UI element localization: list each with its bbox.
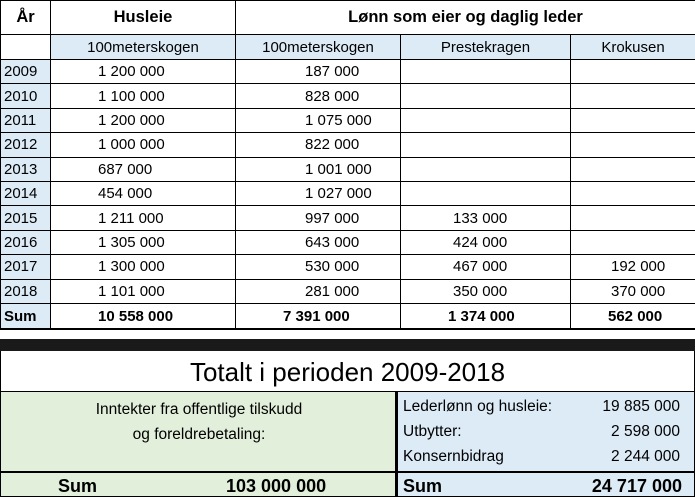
year-row (1, 255, 695, 279)
salary-100meterskogen-cell: 643 000 (236, 230, 401, 254)
salary-header: Lønn som eier og daglig leder (236, 1, 695, 35)
period-summary (0, 351, 695, 497)
year-cell: 2014 (1, 181, 51, 205)
salary-krokusen-cell: 192 000 (571, 255, 695, 279)
rent-cell: 1 000 000 (51, 133, 236, 157)
payout-label: Utbytter: (403, 423, 462, 440)
income-sum-label: Sum (58, 476, 98, 496)
year-row (1, 84, 695, 108)
year-cell: 2015 (1, 206, 51, 230)
sum-row (1, 303, 695, 329)
salary-prestekragen-cell (401, 108, 571, 132)
year-cell: 2011 (1, 108, 51, 132)
summary-title: Totalt i perioden 2009-2018 (0, 351, 695, 391)
salary-krokusen-cell (571, 84, 695, 108)
salary-krokusen-cell (571, 230, 695, 254)
payout-row (398, 394, 695, 419)
salary-100meterskogen-cell: 530 000 (236, 255, 401, 279)
salary-krokusen-cell (571, 206, 695, 230)
salary-krokusen-cell (571, 108, 695, 132)
sum-label: Sum (1, 303, 51, 329)
salary-100meterskogen-cell: 187 000 (236, 60, 401, 84)
salary-prestekragen-cell (401, 157, 571, 181)
salary-prestekragen-cell (401, 84, 571, 108)
rent-cell: 454 000 (51, 181, 236, 205)
rent-cell: 1 211 000 (51, 206, 236, 230)
year-cell: 2018 (1, 279, 51, 303)
salary-krokusen-cell (571, 181, 695, 205)
year-row (1, 181, 695, 205)
income-box (0, 391, 396, 497)
rent-cell: 1 200 000 (51, 108, 236, 132)
year-row (1, 133, 695, 157)
payout-value: 2 244 000 (611, 448, 680, 465)
salary-100meterskogen-cell: 1 001 000 (236, 157, 401, 181)
salary-prestekragen-cell: 467 000 (401, 255, 571, 279)
payout-value: 2 598 000 (611, 423, 680, 440)
rent-cell: 1 300 000 (51, 255, 236, 279)
sum-rent: 10 558 000 (51, 303, 236, 329)
year-header: År (1, 1, 51, 35)
year-cell: 2010 (1, 84, 51, 108)
rent-cell: 687 000 (51, 157, 236, 181)
salary-100meterskogen-cell: 822 000 (236, 133, 401, 157)
year-cell: 2013 (1, 157, 51, 181)
rent-cell: 1 200 000 (51, 60, 236, 84)
rent-kindergarten-header: 100meterskogen (51, 35, 236, 60)
payout-sum-label: Sum (403, 476, 443, 496)
payout-sum-value: 24 717 000 (591, 476, 682, 496)
payout-row (398, 444, 695, 469)
salary-100meterskogen-cell: 997 000 (236, 206, 401, 230)
salary-krokusen-cell (571, 60, 695, 84)
sum-salary-prestekragen: 1 374 000 (401, 303, 571, 329)
rent-cell: 1 100 000 (51, 84, 236, 108)
salary-krokusen-cell: 370 000 (571, 279, 695, 303)
salary-100meterskogen-cell: 1 027 000 (236, 181, 401, 205)
salary-prestekragen-cell: 350 000 (401, 279, 571, 303)
year-cell: 2017 (1, 255, 51, 279)
sum-salary-krokusen: 562 000 (571, 303, 695, 329)
year-row (1, 206, 695, 230)
salary-krokusen-cell (571, 133, 695, 157)
income-sum-row (1, 471, 397, 497)
income-line-1: Inntekter fra offentlige tilskudd (95, 401, 303, 418)
year-cell: 2009 (1, 60, 51, 84)
salary-100meterskogen-cell: 828 000 (236, 84, 401, 108)
salary-100meterskogen-cell: 281 000 (236, 279, 401, 303)
salary-100meterskogen-cell: 1 075 000 (236, 108, 401, 132)
income-sum-value: 103 000 000 (226, 476, 327, 496)
rent-cell: 1 305 000 (51, 230, 236, 254)
salary-prestekragen-cell: 133 000 (401, 206, 571, 230)
year-row (1, 60, 695, 84)
payout-box (396, 391, 695, 497)
salary-prestekragen-cell (401, 133, 571, 157)
rent-cell: 1 101 000 (51, 279, 236, 303)
rent-header: Husleie (51, 1, 236, 35)
salary-krokusen-cell (571, 157, 695, 181)
salary-kindergarten-header: Prestekragen (401, 35, 571, 60)
separator-band (0, 339, 695, 351)
year-cell: 2016 (1, 230, 51, 254)
year-row (1, 230, 695, 254)
salary-kindergarten-header: 100meterskogen (236, 35, 401, 60)
salary-prestekragen-cell (401, 181, 571, 205)
year-row (1, 157, 695, 181)
payout-sum-row (398, 471, 695, 497)
income-description (1, 397, 397, 447)
year-row (1, 108, 695, 132)
header-row (1, 1, 695, 35)
salary-prestekragen-cell (401, 60, 571, 84)
payout-row (398, 419, 695, 444)
payout-label: Konsernbidrag (403, 448, 504, 465)
salary-kindergarten-header: Krokusen (571, 35, 695, 60)
year-cell: 2012 (1, 133, 51, 157)
subheader-row (1, 35, 695, 60)
subheader-empty-cell (1, 35, 51, 60)
sum-salary-100meterskogen: 7 391 000 (236, 303, 401, 329)
payout-value: 19 885 000 (602, 398, 680, 415)
payout-label: Lederlønn og husleie: (403, 398, 553, 415)
income-line-2: og foreldrebetaling: (132, 426, 266, 443)
year-row (1, 279, 695, 303)
salary-prestekragen-cell: 424 000 (401, 230, 571, 254)
